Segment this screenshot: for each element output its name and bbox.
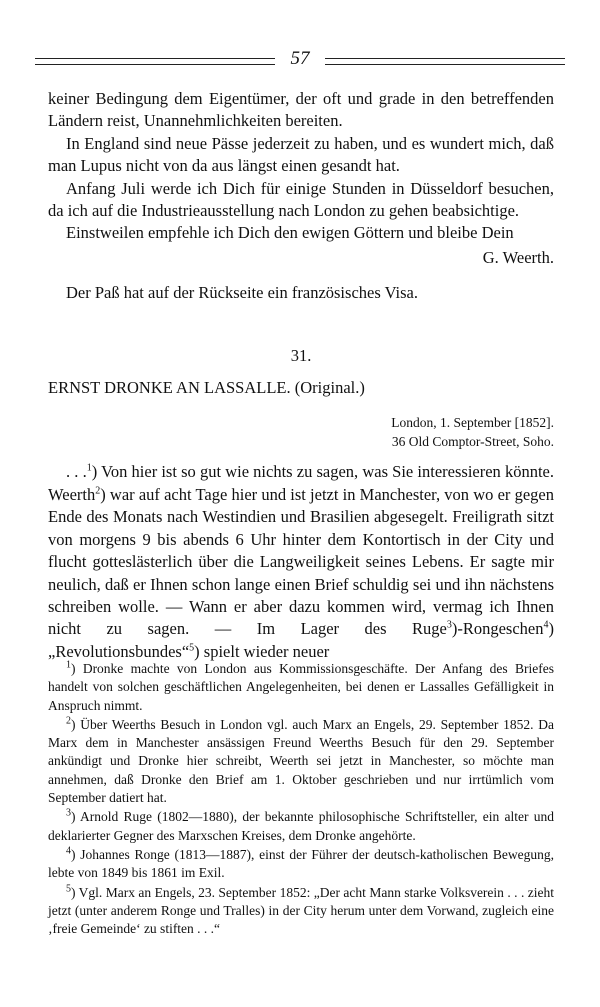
- paragraph: In England sind neue Pässe jederzeit zu haben, und es wundert mich, daß man Lupus nicht von da aus längst einen gesandt hat.: [48, 133, 554, 176]
- letter-fragment: ) spielt wieder neuer: [194, 641, 330, 661]
- footnote: [48, 884, 554, 939]
- page-header: [35, 48, 565, 74]
- main-text: [48, 88, 554, 663]
- footnote-number: 5: [66, 883, 71, 895]
- section-title: ERNST DRONKE AN LASSALLE. (Original.): [48, 378, 365, 398]
- footnote-ref: 4: [543, 619, 549, 631]
- page-number: 57: [290, 48, 310, 69]
- footnote: [48, 660, 554, 715]
- footnotes: [48, 660, 554, 938]
- footnote-text: ) Über Weerths Besuch in London vgl. auch Marx an Engels, 29. September 1852. Da Marx dem in Manchester ansässigen Freund Weerths Besuch für den 29. September ankündigt und Dronke hier schreibt, Weerth sei jetzt in Manchester, so möchte man annehmen, daß Dronke den Brief am 1. Oktober geschrieben und nur irrtümlich vom September datiert hat.: [48, 716, 554, 806]
- footnote-text: ) Arnold Ruge (1802—1880), der bekannte philosophische Schriftsteller, ein alter und deklarierter Gegner des Marxschen Kreises, dem Dronke angehörte.: [48, 809, 554, 843]
- address-line: 36 Old Comptor-Street, Soho.: [391, 434, 554, 450]
- footnote-number: 2: [66, 715, 71, 727]
- signature: G. Weerth.: [482, 247, 554, 267]
- letter-text: [48, 461, 554, 663]
- header-rule-right: [325, 58, 565, 65]
- letter-fragment: ) „Revolutionsbundes“: [48, 619, 554, 661]
- footnote-ref: 3: [446, 619, 452, 631]
- paragraph: Anfang Juli werde ich Dich für einige Stunden in Düsseldorf besuchen, da ich auf die Industrieausstellung nach London zu gehen beabsichtige.: [48, 178, 554, 221]
- paragraph: Einstweilen empfehle ich Dich den ewigen Göttern und bleibe Dein: [66, 223, 514, 243]
- footnote: [48, 808, 554, 845]
- footnote-ref: 1: [86, 462, 92, 474]
- footnote-ref: 2: [95, 485, 101, 497]
- footnote-number: 1: [66, 659, 71, 671]
- footnote-ref: 5: [189, 642, 195, 654]
- letter-fragment: . . .: [66, 462, 87, 482]
- place-date: [48, 413, 554, 451]
- footnote: [48, 846, 554, 883]
- section-number: 31.: [290, 345, 312, 365]
- footnote: [48, 716, 554, 807]
- footnote-text: ) Johannes Ronge (1813—1887), einst der Führer der deutsch-katholischen Bewegung, lebte von 1849 bis 1861 im Exil.: [48, 846, 554, 881]
- footnote-number: 3: [66, 807, 71, 819]
- letter-fragment: ) Von hier ist so gut wie nichts zu sagen, was Sie interessieren könnte. Weerth: [48, 462, 554, 504]
- letter-fragment: ) war auf acht Tage hier und ist jetzt in Manchester, von wo er gegen Ende des Monats nach Westindien und Brasilien abgesegelt. Freiligrath sitzt von morgens 9 bis abends 6 Uhr hinter dem Kontortisch in der City und flucht gotteslästerlich über die Langweiligkeit seines Lebens. Er sagte mir neulich, daß er Ihnen schon lange einen Brief schuldig sei und ihn nächstens schreiben wolle. — Wann er aber dazu kommen wird, vermag ich Ihnen nicht zu sagen. — Im Lager des Ruge: [48, 484, 554, 639]
- letter-fragment: )-Rongeschen: [451, 619, 544, 639]
- footnote-number: 4: [66, 845, 71, 857]
- footnote-text: ) Dronke machte von London aus Kommissionsgeschäfte. Der Anfang des Briefes handelt von solchen geschäftlichen Angelegenheiten, bei denen er Lassalles Gefälligkeit in Anspruch nimmt.: [48, 661, 554, 713]
- footnote-text: ) Vgl. Marx an Engels, 23. September 1852: „Der acht Mann starke Volksverein . . . zieht jetzt (unter anderem Ronge und Tralles) in der City herum unter dem Vorwand, zugleich eine ‚freie Gemeinde‘ zu stiften . . .“: [48, 884, 554, 937]
- paragraph: keiner Bedingung dem Eigentümer, der oft und grade in den betreffenden Ländern reist, Unannehmlichkeiten bereiten.: [48, 89, 554, 131]
- place-date-line: London, 1. September [1852].: [391, 415, 554, 431]
- visa-note: Der Paß hat auf der Rückseite ein französisches Visa.: [66, 283, 418, 303]
